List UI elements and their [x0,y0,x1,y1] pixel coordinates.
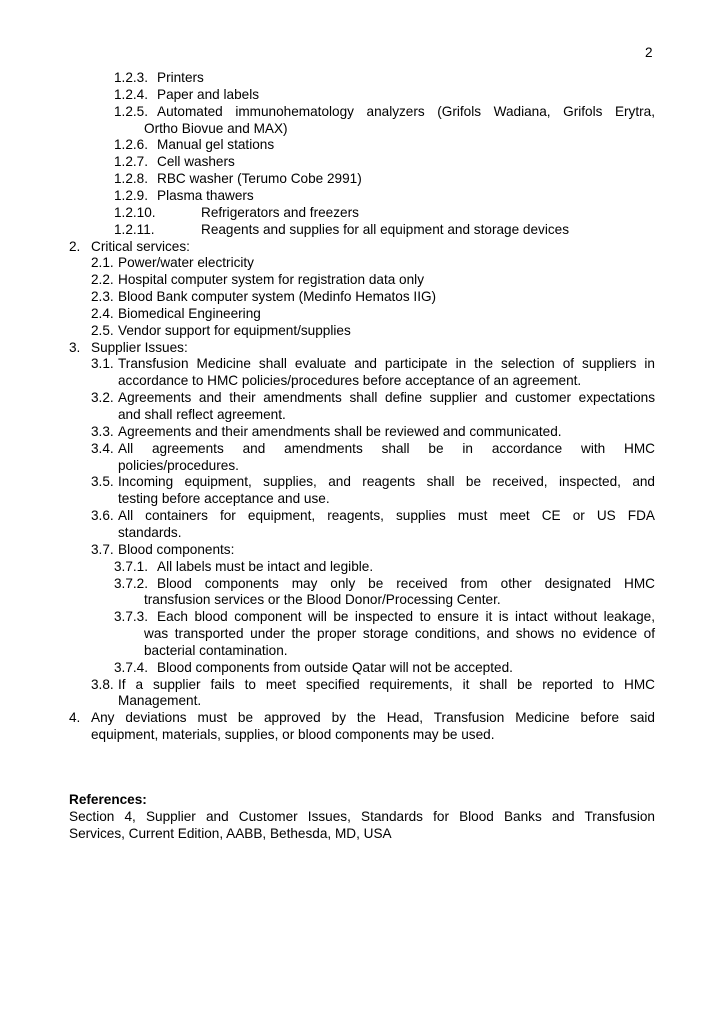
references-heading: References: [69,792,147,807]
item-number: 4. [69,710,81,726]
item-text-continuation: transfusion services or the Blood Donor/Processing Center. [144,592,501,608]
item-number: 3.2. [91,390,114,406]
item-number: 3.8. [91,676,114,692]
item-text: Reagents and supplies for all equipment and storage devices [201,221,570,237]
item-number: 3.7.3. [114,609,149,625]
item-text: Biomedical Engineering [118,305,261,321]
item-text: Transfusion Medicine shall evaluate and participate in the selection of suppliers in [118,356,655,372]
item-text: Paper and labels [157,86,260,102]
item-text-continuation: bacterial contamination. [144,642,288,658]
item-number: 1.2.3. [114,70,149,85]
item-text: Plasma thawers [157,187,254,203]
item-text-continuation: policies/procedures. [118,457,239,473]
references-line-1: Section 4, Supplier and Customer Issues, Standards for Blood Banks and Transfusion [69,809,655,824]
item-text-continuation: testing before acceptance and use. [118,491,330,507]
references-line-2: Services, Current Edition, AABB, Bethesda, MD, USA [69,826,392,841]
item-number: 1.2.7. [114,154,149,170]
item-number: 2.1. [91,255,114,271]
item-text: Each blood component will be inspected to ensure it is intact without leakage, [157,609,655,625]
item-number: 3.7.4. [114,659,149,675]
item-text: RBC washer (Terumo Cobe 2991) [157,171,362,187]
item-text: Vendor support for equipment/supplies [118,322,351,338]
item-text: Supplier Issues: [91,339,188,355]
item-number: 1.2.4. [114,86,149,102]
item-number: 3.6. [91,508,114,524]
item-text: Blood Bank computer system (Medinfo Hematos IIG) [118,289,437,305]
item-text: All agreements and amendments shall be in accordance with HMC [118,440,655,456]
item-text-continuation: was transported under the proper storage conditions, and shows no evidence of [144,626,655,642]
item-text: Any deviations must be approved by the Head, Transfusion Medicine before said [91,710,655,726]
item-number: 1.2.8. [114,171,149,187]
item-number: 1.2.11. [114,221,155,237]
item-text: All labels must be intact and legible. [157,558,374,574]
item-number: 3.1. [91,356,114,372]
item-number: 3.5. [91,474,114,490]
page-number: 2 [645,45,653,60]
item-number: 3.3. [91,423,114,439]
item-number: 2.4. [91,305,114,321]
item-text-continuation: and shall reflect agreement. [118,407,286,422]
item-text-continuation: Ortho Biovue and MAX) [144,120,288,136]
item-text: Automated immunohematology analyzers (Grifols Wadiana, Grifols Erytra, [157,103,655,119]
item-text: Blood components: [118,541,235,557]
item-text: Power/water electricity [118,255,254,271]
item-text-continuation: accordance to HMC policies/procedures before acceptance of an agreement. [118,373,582,389]
item-text-continuation: standards. [118,524,182,540]
item-text-continuation: Management. [118,693,202,709]
item-number: 1.2.5. [114,103,149,119]
item-text: Refrigerators and freezers [201,204,359,220]
item-text: Manual gel stations [157,137,275,153]
item-text: Agreements and their amendments shall define supplier and customer expectations [118,390,655,406]
item-text: Blood components from outside Qatar will not be accepted. [157,659,513,675]
item-number: 1.2.9. [114,187,149,203]
item-text: Blood components may only be received from other designated HMC [157,575,655,591]
item-number: 3.4. [91,440,114,456]
item-number: 2. [69,238,81,254]
item-text: Hospital computer system for registration data only [118,272,424,288]
item-text: Printers [157,70,204,85]
item-number: 3.7. [91,541,114,557]
item-text-continuation: equipment, materials, supplies, or blood components may be used. [91,727,495,743]
item-number: 3.7.2. [114,575,149,591]
item-number: 2.3. [91,289,114,305]
item-text: Incoming equipment, supplies, and reagents shall be received, inspected, and [118,474,655,490]
item-text: Agreements and their amendments shall be reviewed and communicated. [118,423,562,439]
item-text: Critical services: [91,238,190,254]
item-text: Cell washers [157,154,235,170]
item-number: 3. [69,339,81,355]
item-number: 3.7.1. [114,558,149,574]
item-number: 1.2.6. [114,137,149,153]
item-text: All containers for equipment, reagents, supplies must meet CE or US FDA [118,508,655,524]
item-number: 2.2. [91,272,114,288]
item-number: 2.5. [91,322,114,338]
item-number: 1.2.10. [114,204,156,220]
item-text: If a supplier fails to meet specified requirements, it shall be reported to HMC [118,676,655,692]
